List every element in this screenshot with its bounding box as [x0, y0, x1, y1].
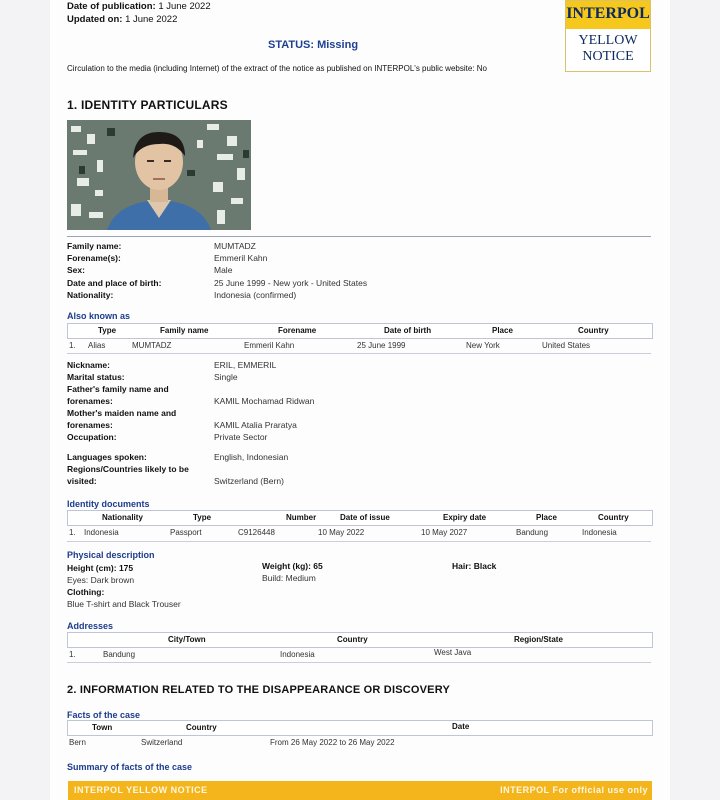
footer-right-text: INTERPOL For official use only: [500, 785, 648, 795]
section-disappearance-title: 2. INFORMATION RELATED TO THE DISAPPEARANCE OR DISCOVERY: [67, 684, 450, 696]
aka-header-dob: Date of birth: [384, 326, 432, 335]
regions-value: Switzerland (Bern): [214, 476, 284, 486]
footer-left-text: INTERPOL YELLOW NOTICE: [74, 785, 208, 795]
languages-value: English, Indonesian: [214, 452, 289, 462]
divider: [67, 662, 651, 663]
clothing-label: Clothing:: [67, 587, 105, 597]
notice-page: Date of publication: 1 June 2022 Updated on: 1 June 2022 STATUS: Missing Circulation to the media (including Internet) of the extract of the notice as published on INTERPOL's public website: No INTERPOL YELLOW NOTICE 1. IDENTITY PARTICULARS Family name: MUMTADZ Forename(s): Emmeril Kahn Sex: Male Date and place of birth: 25 June 1999 - New york - United States Nationality: Indonesia (confirmed) Also known as Type Family name Forename Date of birth Place Country 1. Alias MUMTADZ Emmeril Kahn 25 June 1999 New York United States Nickname: ERIL, EMMERIL Marital status: Single Father's family name and forenames: KAMIL Mochamad Ridwan Mother's maiden name and forenames: KAMIL Atalia Praratya Occupation: Private Sector Languages spoken: English, Indonesian Regions/Countries likely to be visited: Switzerland (Bern) Identity documents Nationality Type Number Date of issue Expiry date Place Country 1. Indonesia Passport C9126448 10 May 2022 10 May 2027 Bandung Indonesia Physical description Height (cm): 175 Weight (kg): 65 Hair: Black Eyes: Dark brown Build: Medium Clothing: Blue T-shirt and Black Trouser Addresses City/Town Country Region/State 1. Bandung Indonesia West Java 2. INFORMATION RELATED TO THE DISAPPEARANCE OR DISCOVERY Facts of the case Town Country Date Bern Switzerland From 26 May 2022 to 26 May 2022 Summary of facts of the case INTERPOL YELLOW NOTICE INTERPOL For official use only: [50, 0, 670, 800]
divider: [67, 236, 651, 237]
birth-label: Date and place of birth:: [67, 278, 162, 288]
birth-value: 25 June 1999 - New york - United States: [214, 278, 368, 288]
divider: [67, 353, 651, 354]
weight-value: Weight (kg): 65: [262, 561, 323, 571]
aka-header-family: Family name: [160, 326, 209, 335]
nationality-value: Indonesia (confirmed): [214, 290, 297, 300]
publication-date: Date of publication: 1 June 2022: [67, 1, 211, 12]
facts-title: Facts of the case: [67, 710, 141, 720]
section-identity-title: 1. IDENTITY PARTICULARS: [67, 98, 228, 112]
updated-date: Updated on: 1 June 2022: [67, 14, 178, 25]
aka-title: Also known as: [67, 311, 131, 321]
sex-value: Male: [214, 265, 233, 275]
eyes-value: Eyes: Dark brown: [67, 575, 135, 585]
occupation-value: Private Sector: [214, 432, 268, 442]
family-name-value: MUMTADZ: [214, 241, 256, 251]
physical-title: Physical description: [67, 550, 155, 560]
aka-header-place: Place: [492, 326, 513, 335]
mother-value: KAMIL Atalia Praratya: [214, 420, 297, 430]
interpol-yellow-notice-logo: INTERPOL YELLOW NOTICE: [565, 0, 651, 72]
clothing-value: Blue T-shirt and Black Trouser: [67, 599, 181, 609]
aka-header-forename: Forename: [278, 326, 317, 335]
forename-value: Emmeril Kahn: [214, 253, 268, 263]
aka-header-country: Country: [578, 326, 609, 335]
summary-title: Summary of facts of the case: [67, 762, 193, 772]
divider: [67, 541, 651, 542]
sex-label: Sex:: [67, 265, 85, 275]
nationality-label: Nationality:: [67, 290, 114, 300]
height-value: Height (cm): 175: [67, 563, 134, 573]
status-label: STATUS: Missing: [268, 39, 359, 51]
build-value: Build: Medium: [262, 573, 316, 583]
aka-header-type: Type: [98, 326, 117, 335]
facts-table-header: [67, 720, 653, 736]
forename-label: Forename(s):: [67, 253, 121, 263]
circulation-note: Circulation to the media (including Internet) of the extract of the notice as published on INTERPOL's public website: No: [67, 64, 487, 73]
documents-title: Identity documents: [67, 499, 150, 509]
addresses-title: Addresses: [67, 621, 114, 631]
footer-bar: [68, 781, 652, 800]
hair-value: Hair: Black: [452, 561, 497, 571]
family-name-label: Family name:: [67, 241, 122, 251]
marital-value: Single: [214, 372, 238, 382]
nickname-value: ERIL, EMMERIL: [214, 360, 277, 370]
aka-table-header: [67, 323, 653, 339]
father-value: KAMIL Mochamad Ridwan: [214, 396, 315, 406]
person-photo: [67, 120, 251, 230]
